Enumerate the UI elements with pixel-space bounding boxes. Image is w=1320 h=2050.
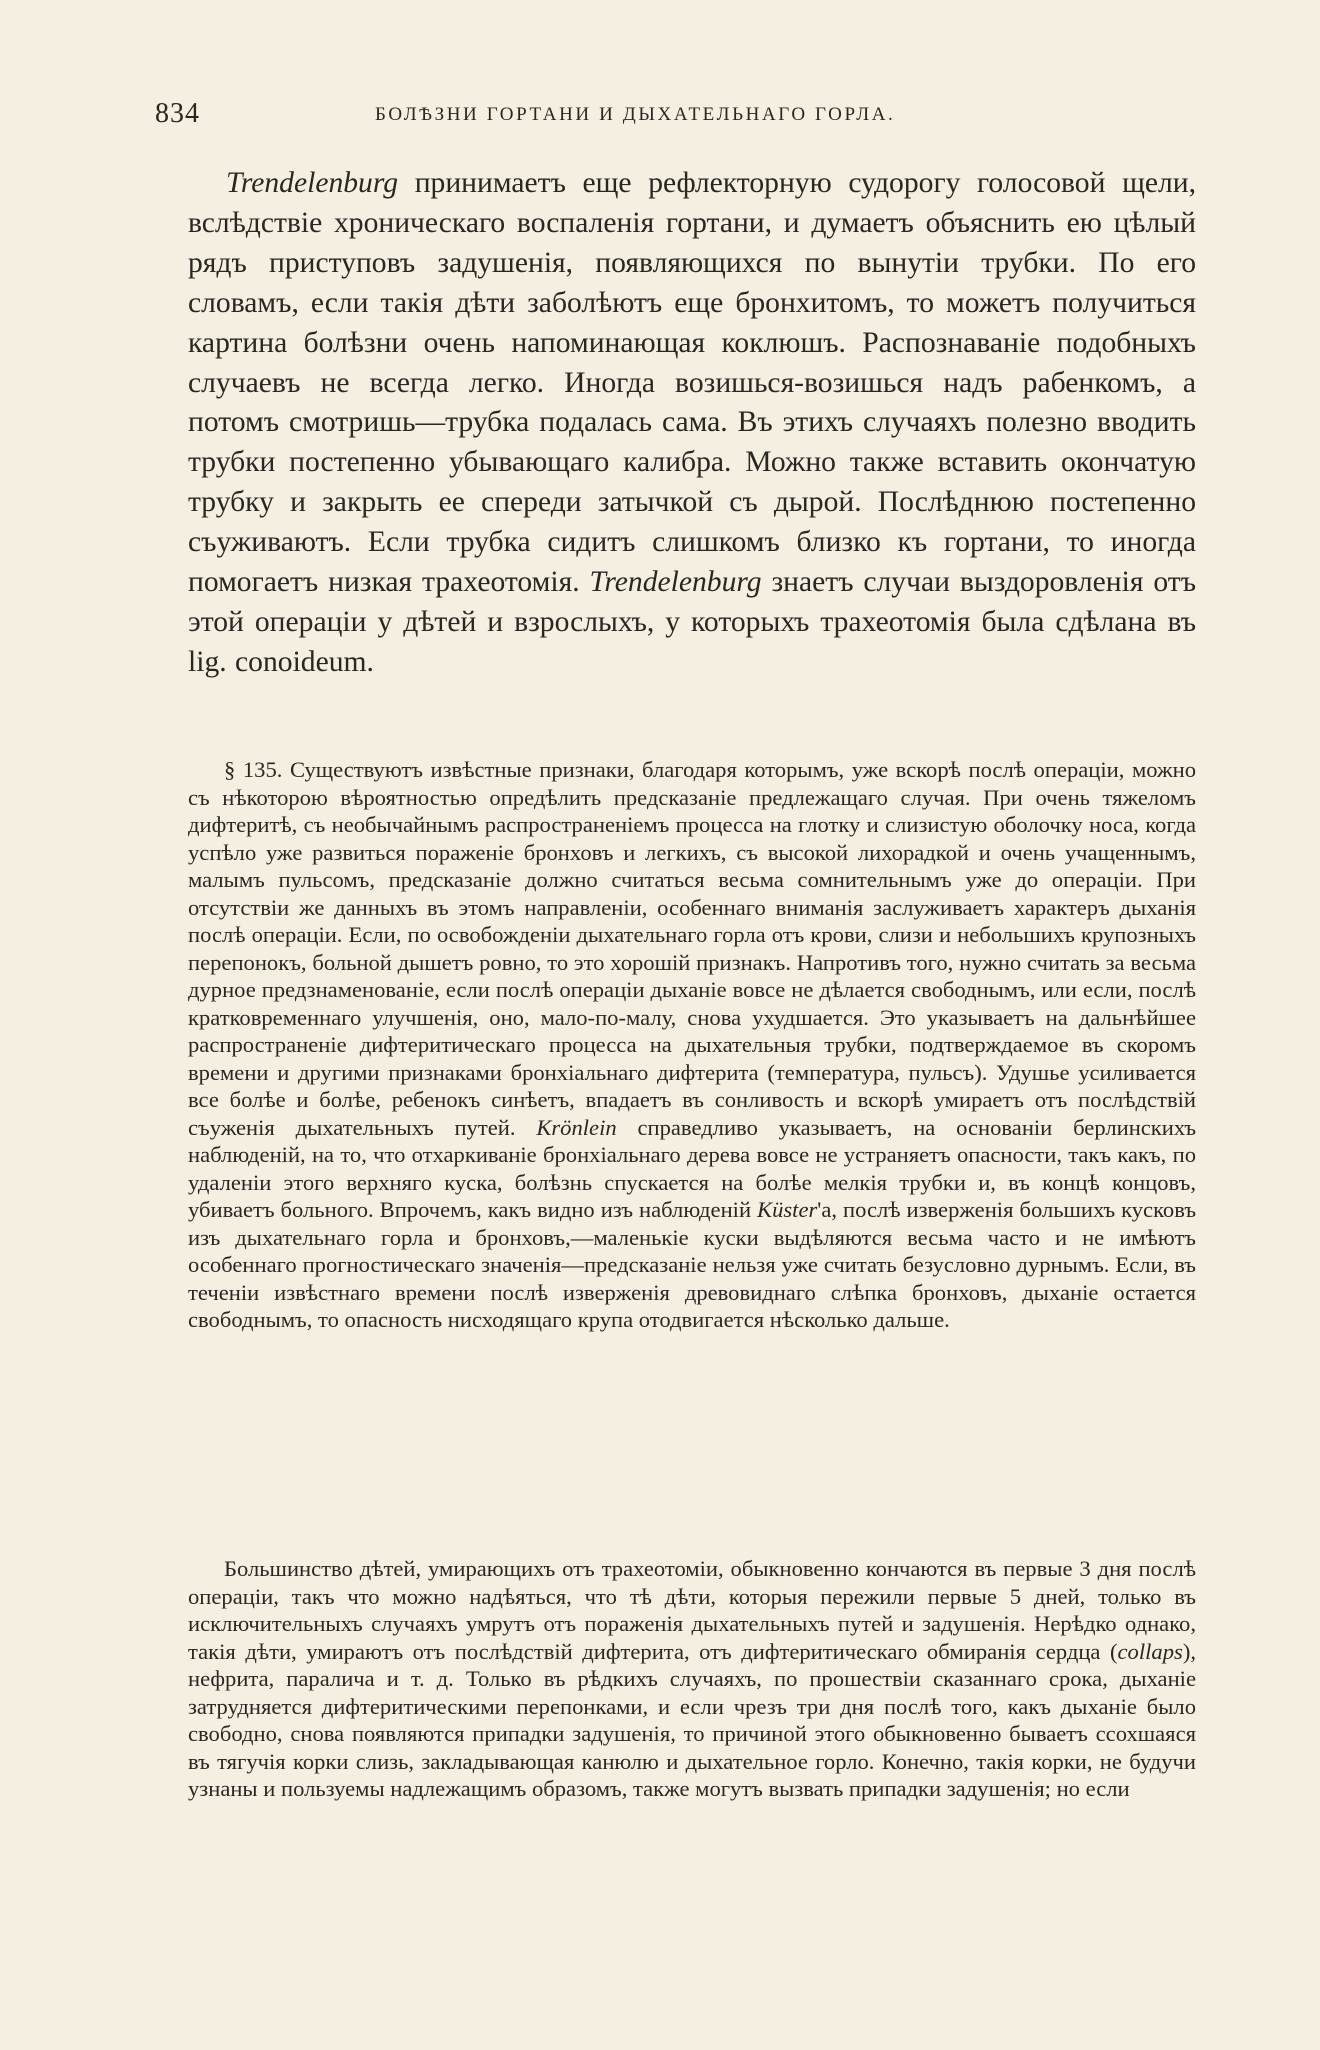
paragraph-text: знаетъ случаи выздоровленія отъ этой операціи у дѣтей и взрослыхъ, у которыхъ трахеотомія была сдѣлана въ lig. conoideum. <box>188 566 1196 678</box>
author-name: Krönlein <box>536 1114 617 1140</box>
running-title: БОЛѢЗНИ ГОРТАНИ И ДЫХАТЕЛЬНАГО ГОРЛА. <box>375 104 896 125</box>
author-name: Küster <box>757 1197 818 1222</box>
main-paragraph <box>188 164 1196 683</box>
paragraph-text: принимаетъ еще рефлекторную судорогу голосовой щели, вслѣдствіе хроническаго воспаленія гортани, и думаетъ объяснить ею цѣлый рядъ приступовъ задушенія, появляющихся по вынутіи трубки. По его словамъ, если такія дѣти заболѣютъ еще бронхитомъ, то можетъ получиться картина болѣзни очень напоминающая коклюшъ. Распознаваніе подобныхъ случаевъ не всегда легко. Иногда возишься-возишься надъ рабенкомъ, а потомъ смотришь—трубка подалась сама. Въ этихъ случаяхъ полезно вводить трубки постепенно убывающаго калибра. Можно также вставить окончатую трубку и закрыть ее спереди затычкой съ дырой. Послѣднюю постепенно съуживаютъ. Если трубка сидитъ слишкомъ близко къ гортани, то иногда помогаетъ низкая трахеотомія. <box>188 167 1196 599</box>
page-header <box>155 98 1175 138</box>
paragraph-text: Большинство дѣтей, умирающихъ отъ трахеотоміи, обыкновенно кончаются въ первые 3 дня послѣ операціи, такъ что можно надѣяться, что тѣ дѣти, которыя пережили первые 5 дней, только въ исключительныхъ случаяхъ умрутъ отъ пораженія дыхательныхъ путей и задушенія. Нерѣдко однако, такія дѣти, умираютъ отъ послѣдствій дифтерита, отъ дифтеритическаго обмиранія сердца ( <box>188 1556 1196 1664</box>
author-name: Trendelenburg <box>226 167 399 199</box>
page-number: 834 <box>155 98 200 129</box>
paragraph-text: § 135. Существуютъ извѣстные признаки, благодаря которымъ, уже вскорѣ послѣ операціи, можно съ нѣкоторою вѣроятностью опредѣлить предсказаніе предлежащаго случая. При очень тяжеломъ дифтеритѣ, съ необычайнымъ распространеніемъ процесса на глотку и слизистую оболочку носа, когда успѣло уже развиться пораженіе бронховъ и легкихъ, съ высокой лихорадкой и очень учащеннымъ, малымъ пульсомъ, предсказаніе должно считаться весьма сомнительнымъ уже до операціи. При отсутствіи же данныхъ въ этомъ направленіи, особеннаго вниманія заслуживаетъ характеръ дыханія послѣ операціи. Если, по освобожденіи дыхательнаго горла отъ крови, слизи и небольшихъ крупозныхъ перепонокъ, больной дышетъ ровно, то это хорошій признакъ. Напротивъ того, нужно считать за весьма дурное предзнаменованіе, если послѣ операціи дыханіе вовсе не дѣлается свободнымъ, или если, послѣ кратковременнаго улучшенія, оно, мало-по-малу, снова ухудшается. Это указываетъ на дальнѣйшее распространеніе дифтеритическаго процесса на дыхательныя трубки, подтверждаемое въ скоромъ времени и другими признаками бронхіальнаго дифтерита (температура, пульсъ). Удушье усиливается все болѣе и болѣе, ребенокъ синѣетъ, впадаетъ въ сонливость и вскорѣ умираетъ отъ послѣдствій съуженія дыхательныхъ путей. <box>188 757 1196 1140</box>
paragraph-text: справедливо указываетъ, на основаніи берлинскихъ наблюденій, на то, что отхаркиваніе бронхіальнаго дерева вовсе не устраняетъ опасности, такъ какъ, по удаленіи этого верхняго куска, болѣзнь спускается на болѣе мелкія трубки и, въ концѣ концовъ, убиваетъ больного. Впрочемъ, какъ видно изъ наблюденій <box>188 1114 1196 1222</box>
mortality-paragraph <box>188 1555 1196 1803</box>
paragraph-text: ), нефрита, паралича и т. д. Только въ рѣдкихъ случаяхъ, по прошествіи сказаннаго срока, дыханіе затрудняется дифтеритическими перепонками, и если чрезъ три дня послѣ того, какъ дыханіе было свободно, снова появляются припадки задушенія, то причиной этого обыкновенно бываетъ ссохшаяся въ тягучія корки слизь, закладывающая канюлю и дыхательное горло. Конечно, такія корки, не будучи узнаны и пользуемы надлежащимъ образомъ, также могутъ вызвать припадки задушенія; но если <box>188 1638 1196 1801</box>
paragraph-text: 'а, послѣ изверженія большихъ кусковъ изъ дыхательнаго горла и бронховъ,—маленькіе куски выдѣляются весьма часто и не имѣютъ особеннаго прогностическаго значенія—предсказаніе нельзя уже считать безусловно дурнымъ. Если, въ теченіи извѣстнаго времени послѣ изверженія древовиднаго слѣпка бронховъ, дыханіе остается свободнымъ, то опасность нисходящаго крупа отодвигается нѣсколько дальше. <box>188 1197 1197 1332</box>
term-italic: collaps <box>1117 1638 1183 1664</box>
section-135-paragraph <box>188 756 1196 1334</box>
author-name: Trendelenburg <box>589 566 762 599</box>
